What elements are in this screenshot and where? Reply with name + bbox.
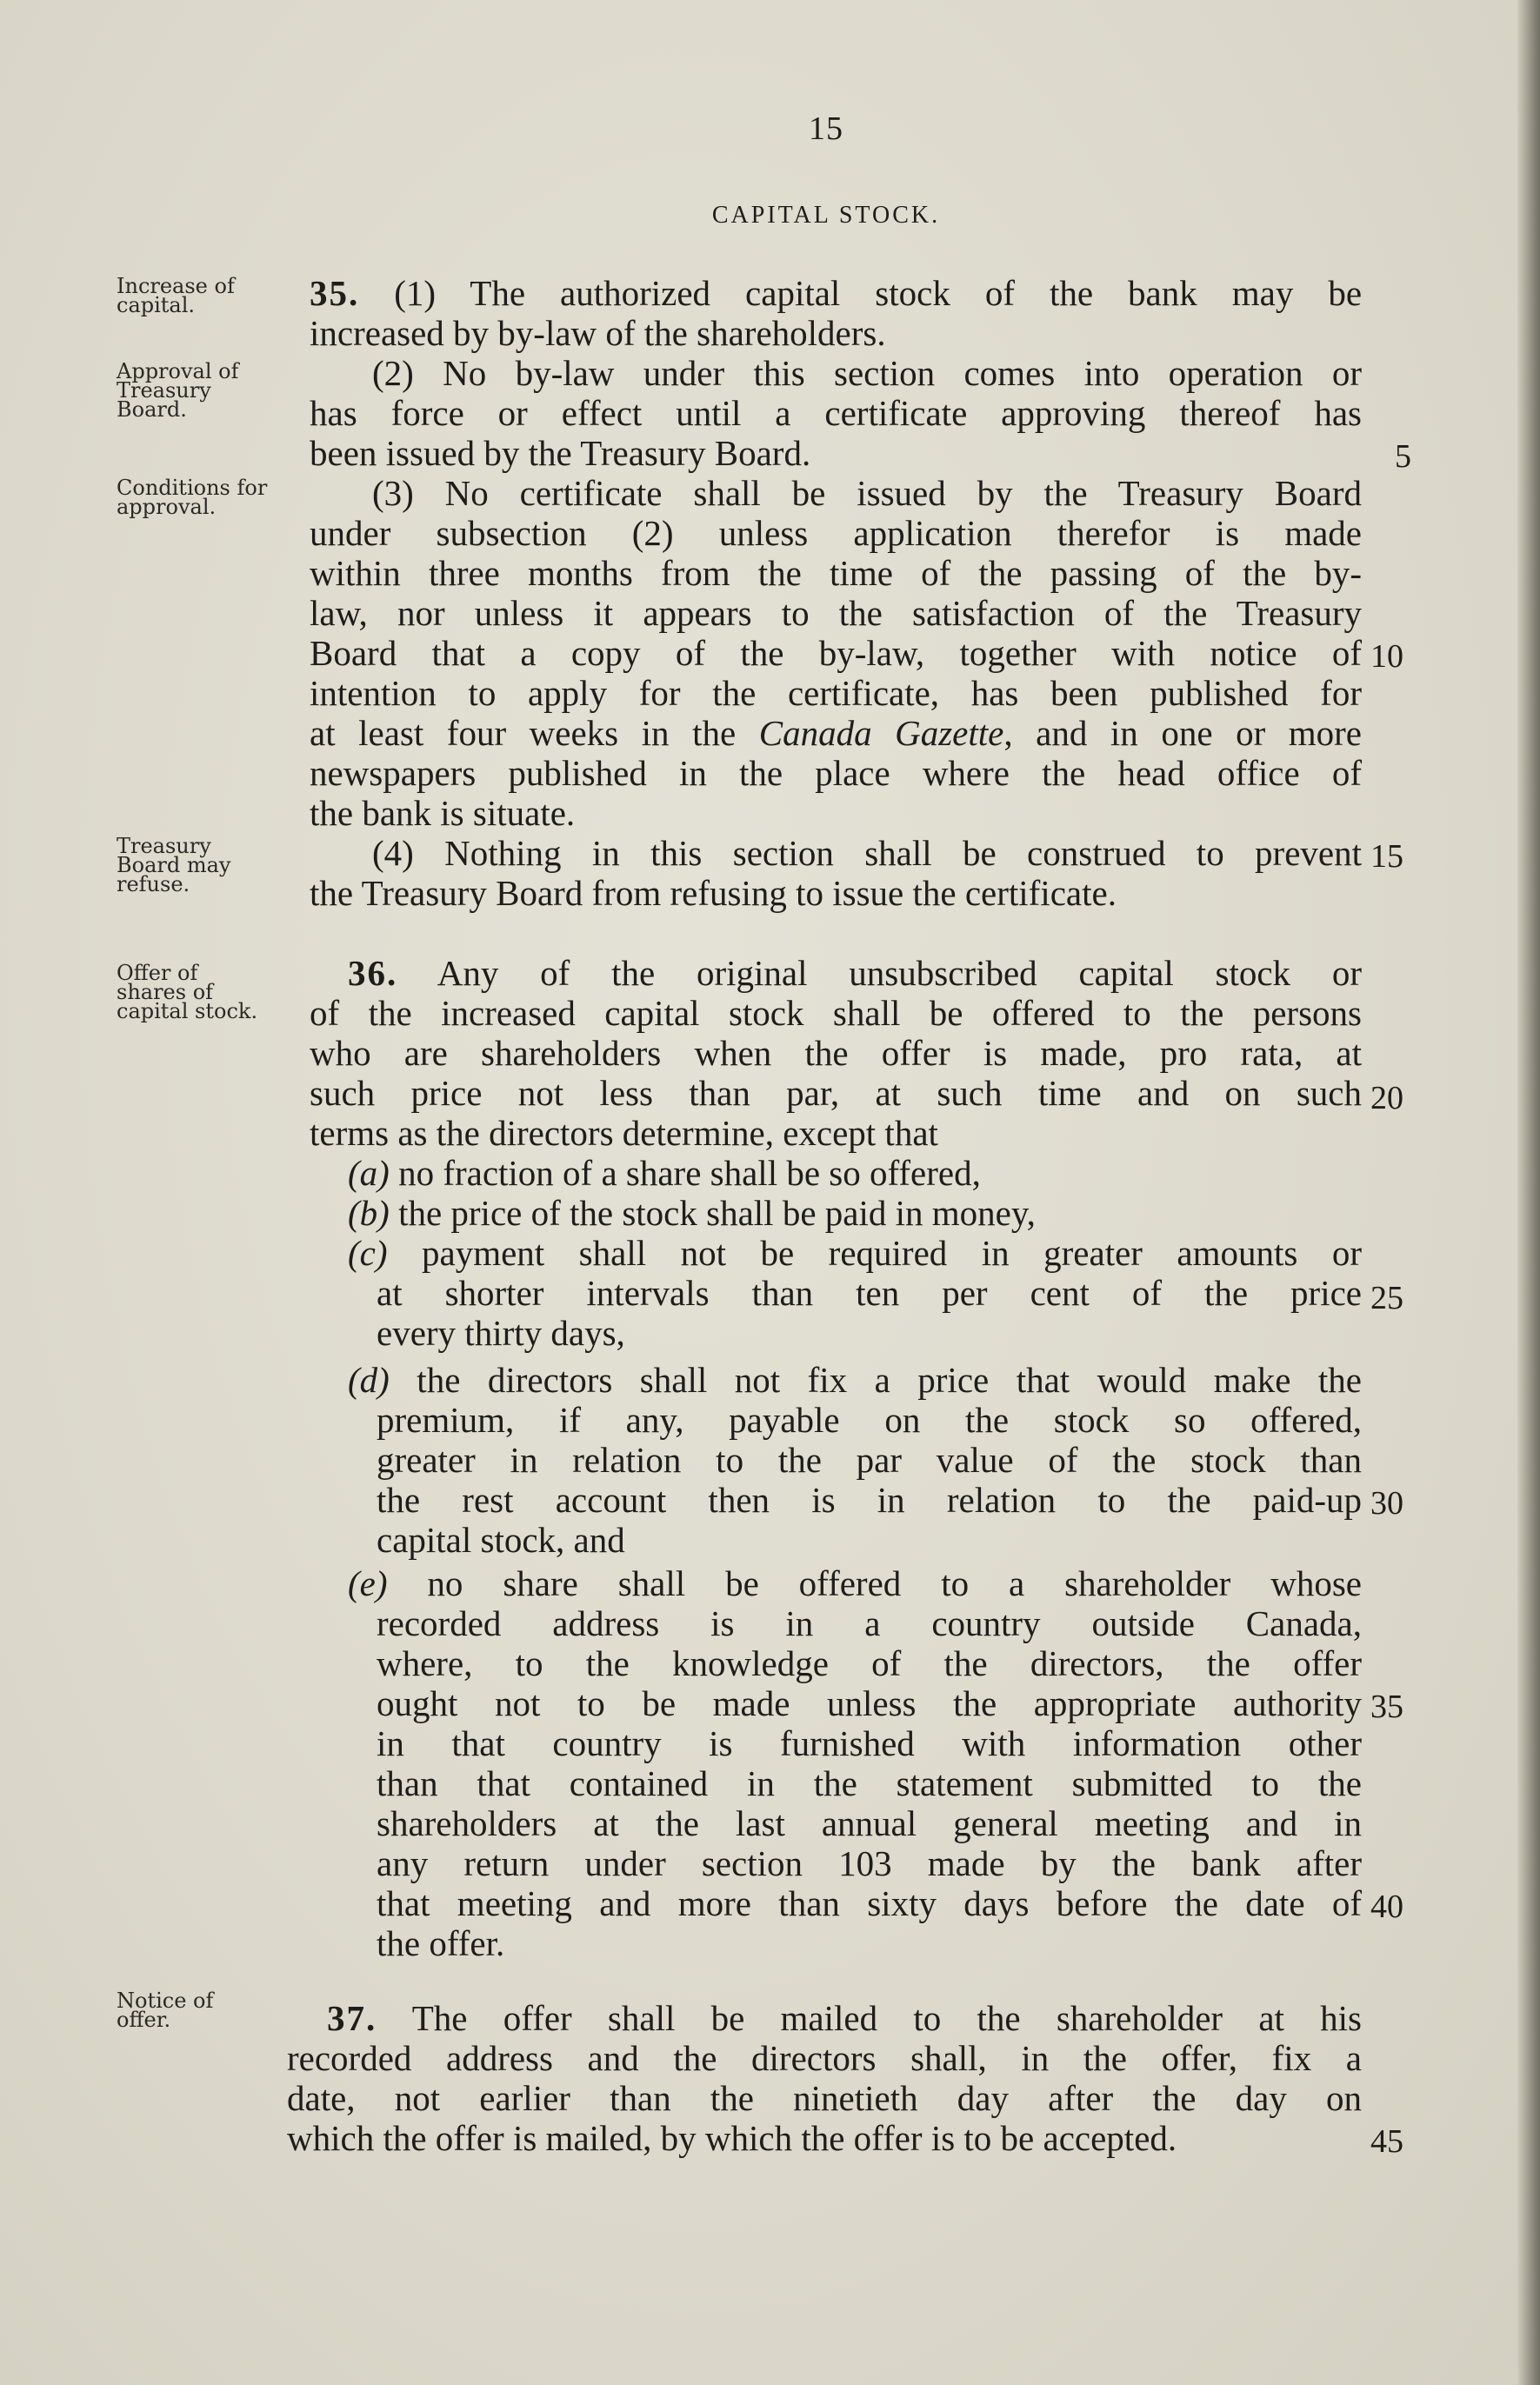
- sec35-line-7: under subsection (2) unless application therefor is made: [310, 513, 1362, 553]
- sec36-line-4: such price not less than par, at such time and on such: [310, 1073, 1362, 1113]
- margin-note-treasury-may-refuse: Treasury Board may refuse.: [117, 834, 231, 896]
- sec35-line-15: (4) Nothing in this section shall be construed to prevent: [372, 833, 1362, 873]
- sec35-line-3: (2) No by-law under this section comes into operation or: [372, 353, 1362, 393]
- margin-note-approval: Approval of Treasury Board.: [117, 359, 239, 422]
- section-number-35: 35.: [310, 273, 360, 313]
- margin-note-conditions: Conditions for approval.: [117, 476, 268, 519]
- line-number-10: 10: [1370, 638, 1403, 675]
- sec36-item-d-4: the rest account then is in relation to the paid-up: [377, 1480, 1362, 1520]
- sec35-line-6: (3) No certificate shall be issued by the Treasury Board: [372, 473, 1362, 513]
- line-number-20: 20: [1370, 1080, 1403, 1116]
- sec35-line-5: been issued by the Treasury Board.: [310, 433, 811, 473]
- sec36-item-e-7: shareholders at the last annual general meeting and in: [377, 1803, 1362, 1843]
- line-number-40: 40: [1370, 1889, 1403, 1925]
- line-number-45: 45: [1370, 2123, 1403, 2160]
- margin-note-notice-of-offer: Notice of offer.: [117, 1989, 214, 2032]
- sec36-item-e-4: ought not to be made unless the appropriate authority: [377, 1683, 1362, 1723]
- margin-note-offer-of-shares: Offer of shares of capital stock.: [117, 961, 258, 1023]
- sec36-item-e-3: where, to the knowledge of the directors, the offer: [377, 1643, 1362, 1683]
- sec35-line-12: at least four weeks in the Canada Gazette, and in one or more: [310, 713, 1362, 753]
- sec35-line-2: increased by by-law of the shareholders.: [310, 313, 886, 353]
- sec36-item-e-2: recorded address is in a country outside Canada,: [377, 1603, 1362, 1643]
- line-number-5: 5: [1395, 438, 1411, 475]
- sec36-line-1: 36. Any of the original unsubscribed capital stock or: [348, 953, 1362, 993]
- sec36-item-e-5: in that country is furnished with information other: [377, 1723, 1362, 1763]
- sec36-item-d-1: (d) the directors shall not fix a price that would make the: [348, 1360, 1362, 1400]
- sec36-item-a: (a) no fraction of a share shall be so offered,: [348, 1153, 981, 1193]
- section-number-37: 37.: [327, 1998, 377, 2038]
- sec36-item-c-2: at shorter intervals than ten per cent of the price: [377, 1273, 1362, 1313]
- sec35-line-1: 35. (1) The authorized capital stock of the bank may be: [310, 273, 1363, 313]
- sec37-line-4: which the offer is mailed, by which the offer is to be accepted.: [287, 2118, 1177, 2158]
- line-number-30: 30: [1370, 1485, 1403, 1522]
- sec37-line-2: recorded address and the directors shall, in the offer, fix a: [287, 2038, 1362, 2078]
- page-number: 15: [809, 110, 843, 147]
- sec35-line-9: law, nor unless it appears to the satisfaction of the Treasury: [310, 593, 1362, 633]
- sec36-item-e-9: that meeting and more than sixty days before the date of: [377, 1883, 1362, 1923]
- sec36-line-2: of the increased capital stock shall be offered to the persons: [310, 993, 1362, 1033]
- line-number-15: 15: [1370, 838, 1403, 875]
- sec35-line-10: Board that a copy of the by-law, together with notice of: [310, 633, 1362, 673]
- sec36-item-c-3: every thirty days,: [377, 1313, 625, 1353]
- line-number-35: 35: [1370, 1689, 1403, 1725]
- sec36-item-e-6: than that contained in the statement submitted to the: [377, 1763, 1362, 1803]
- sec35-line-4: has force or effect until a certificate approving thereof has: [310, 393, 1362, 433]
- margin-note-increase-of-capital: Increase of capital.: [117, 274, 235, 317]
- sec35-line-11: intention to apply for the certificate, has been published for: [310, 673, 1362, 713]
- sec36-item-e-1: (e) no share shall be offered to a shareholder whose: [348, 1563, 1362, 1603]
- sec36-line-5: terms as the directors determine, except that: [310, 1113, 938, 1153]
- sec35-line-14: the bank is situate.: [310, 793, 576, 833]
- sec35-line-8: within three months from the time of the passing of the by-: [310, 553, 1362, 593]
- sec36-item-d-2: premium, if any, payable on the stock so offered,: [377, 1400, 1362, 1440]
- sec36-item-e-10: the offer.: [377, 1923, 505, 1963]
- sec35-line-13: newspapers published in the place where the head office of: [310, 753, 1362, 793]
- sec36-item-b: (b) the price of the stock shall be paid in money,: [348, 1193, 1036, 1233]
- page-edge: [1517, 0, 1540, 2385]
- sec36-item-e-8: any return under section 103 made by the bank after: [377, 1843, 1362, 1883]
- sec36-line-3: who are shareholders when the offer is made, pro rata, at: [310, 1033, 1362, 1073]
- sec37-line-1: 37. The offer shall be mailed to the shareholder at his: [327, 1998, 1362, 2038]
- canada-gazette: Canada Gazette: [758, 713, 1004, 753]
- sec35-line-16: the Treasury Board from refusing to issue the certificate.: [310, 873, 1117, 913]
- sec36-item-d-3: greater in relation to the par value of the stock than: [377, 1440, 1362, 1480]
- sec36-item-d-5: capital stock, and: [377, 1520, 625, 1560]
- line-number-25: 25: [1370, 1280, 1403, 1316]
- sec37-line-3: date, not earlier than the ninetieth day after the day on: [287, 2078, 1362, 2118]
- section-number-36: 36.: [348, 953, 398, 993]
- sec36-item-c-1: (c) payment shall not be required in greater amounts or: [348, 1233, 1362, 1273]
- section-heading: CAPITAL STOCK.: [711, 202, 941, 229]
